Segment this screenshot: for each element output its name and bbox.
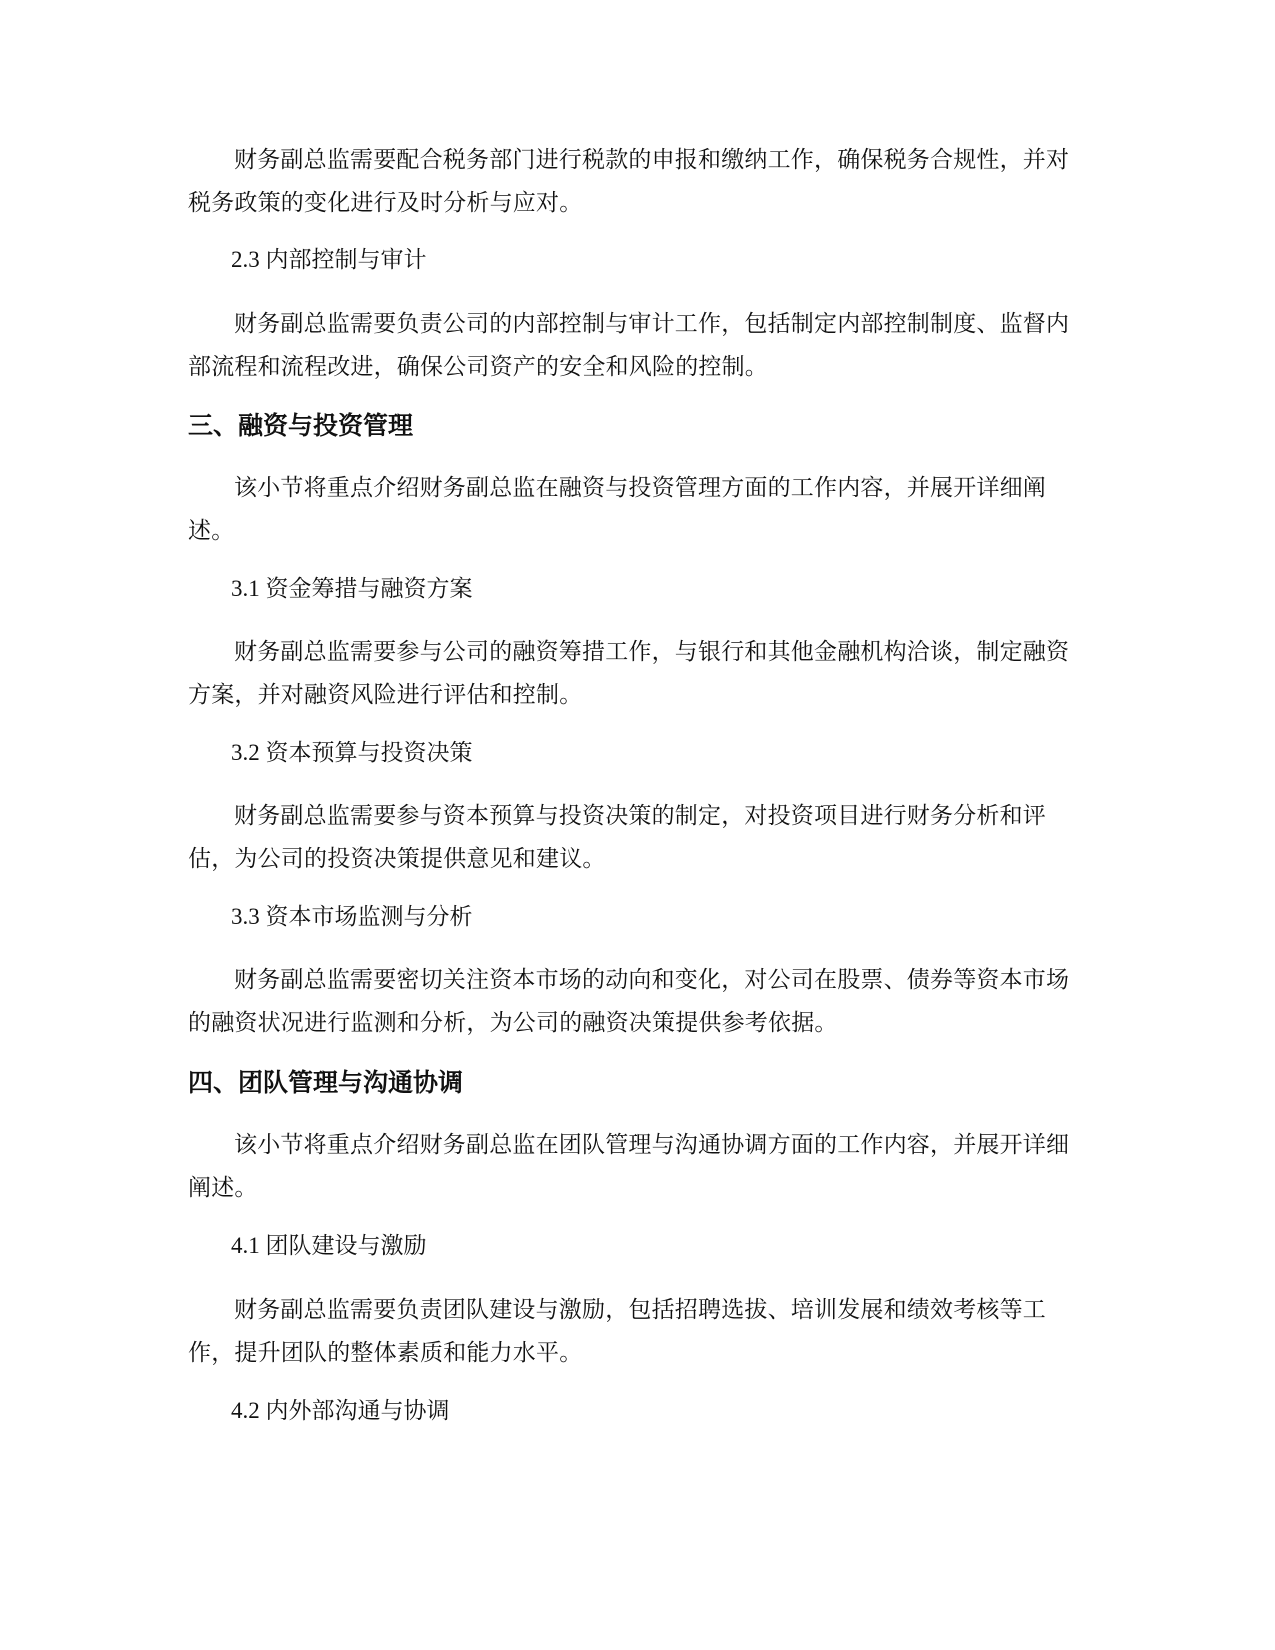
paragraph-text: 财务副总监需要配合税务部门进行税款的申报和缴纳工作，确保税务合规性，并对税务政策的变化进行及时分析与应对。 <box>188 147 1070 215</box>
subheading-3-2 <box>188 731 1088 774</box>
paragraph-text: 财务副总监需要负责团队建设与激励，包括招聘选拔、培训发展和绩效考核等工作，提升团队的整体素质和能力水平。 <box>188 1297 1046 1365</box>
subheading-2-3 <box>188 238 1088 281</box>
paragraph-tax-compliance <box>188 138 1088 224</box>
paragraph-capital-budget <box>188 794 1088 880</box>
paragraph-text: 该小节将重点介绍财务副总监在融资与投资管理方面的工作内容，并展开详细阐述。 <box>188 475 1046 543</box>
subheading-3-3 <box>188 895 1088 938</box>
subheading-4-2 <box>188 1389 1088 1432</box>
paragraph-text: 该小节将重点介绍财务副总监在团队管理与沟通协调方面的工作内容，并展开详细阐述。 <box>188 1132 1070 1200</box>
paragraph-text: 财务副总监需要密切关注资本市场的动向和变化，对公司在股票、债券等资本市场的融资状况进行监测和分析，为公司的融资决策提供参考依据。 <box>188 967 1070 1035</box>
subheading-3-1 <box>188 567 1088 610</box>
heading-text: 三、融资与投资管理 <box>188 411 414 440</box>
paragraph-team-building <box>188 1288 1088 1374</box>
subheading-text: 3.3 资本市场监测与分析 <box>231 904 473 929</box>
paragraph-financing <box>188 630 1088 716</box>
subheading-4-1 <box>188 1224 1088 1267</box>
paragraph-text: 财务副总监需要参与公司的融资筹措工作，与银行和其他金融机构洽谈，制定融资方案，并对融资风险进行评估和控制。 <box>188 639 1070 707</box>
paragraph-section-3-intro <box>188 466 1088 552</box>
paragraph-capital-market <box>188 958 1088 1044</box>
paragraph-text: 财务副总监需要负责公司的内部控制与审计工作，包括制定内部控制制度、监督内部流程和流程改进，确保公司资产的安全和风险的控制。 <box>188 311 1070 379</box>
paragraph-internal-control <box>188 302 1088 388</box>
subheading-text: 3.1 资金筹措与融资方案 <box>231 576 473 601</box>
subheading-text: 4.2 内外部沟通与协调 <box>231 1398 450 1423</box>
heading-section-4 <box>188 1061 1088 1104</box>
paragraph-text: 财务副总监需要参与资本预算与投资决策的制定，对投资项目进行财务分析和评估，为公司的投资决策提供意见和建议。 <box>188 803 1046 871</box>
heading-text: 四、团队管理与沟通协调 <box>188 1068 464 1097</box>
subheading-text: 3.2 资本预算与投资决策 <box>231 740 473 765</box>
heading-section-3 <box>188 404 1088 447</box>
subheading-text: 2.3 内部控制与审计 <box>231 247 427 272</box>
paragraph-section-4-intro <box>188 1123 1088 1209</box>
subheading-text: 4.1 团队建设与激励 <box>231 1233 427 1258</box>
